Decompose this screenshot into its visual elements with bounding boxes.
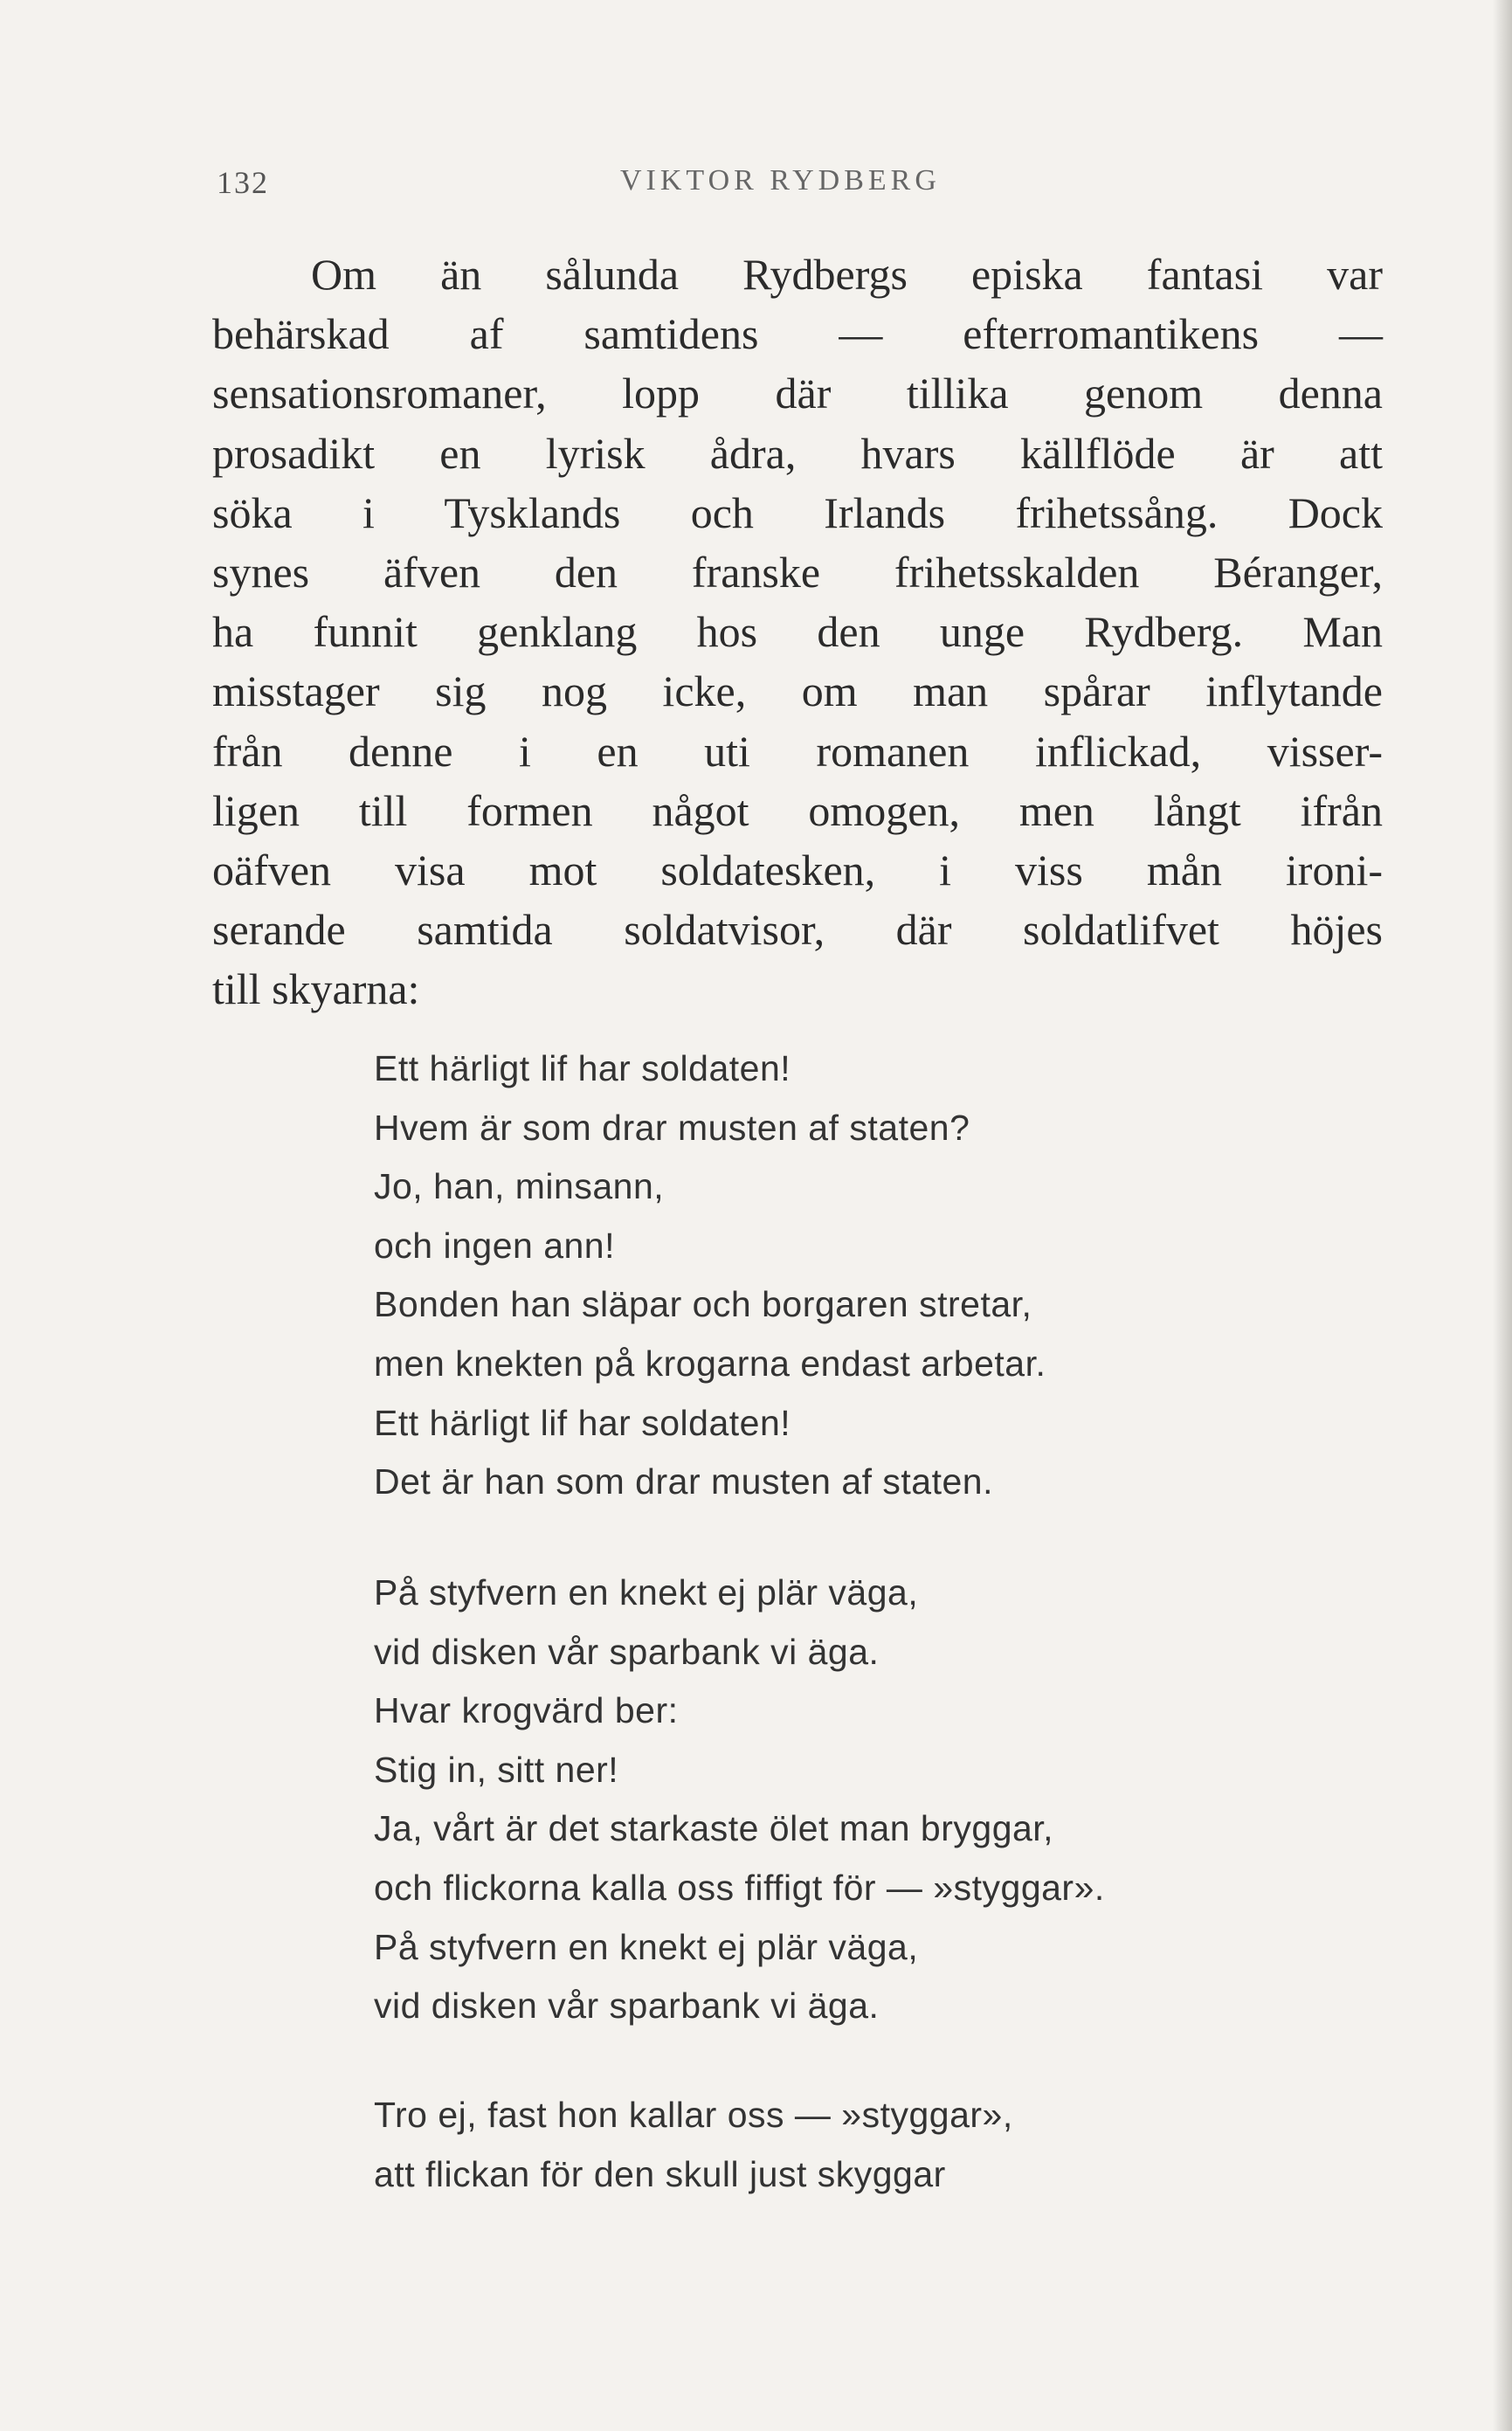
prose-line: Om än sålunda Rydbergs episka fantasi var <box>311 250 1383 299</box>
poem-stanza-3 <box>374 2086 1013 2204</box>
prose-line: från denne i en uti romanen inflickad, visser- <box>212 726 1383 776</box>
verse-line: vid disken vår sparbank vi äga. <box>374 1986 880 2027</box>
prose-line: behärskad af samtidens — efterromantikens — <box>212 309 1383 359</box>
verse-line: Ett härligt lif har soldaten! <box>374 1402 791 1443</box>
verse-line: och flickorna kalla oss fiffigt för — »styggar». <box>374 1867 1105 1908</box>
prose-line: synes äfven den franske frihetsskalden Béranger, <box>212 547 1383 597</box>
verse-line: På styfvern en knekt ej plär väga, <box>374 1572 919 1613</box>
prose-line: serande samtida soldatvisor, där soldatlifvet höjes <box>212 905 1383 955</box>
verse-line: På styfvern en knekt ej plär väga, <box>374 1926 919 1967</box>
running-title: VIKTOR RYDBERG <box>620 164 941 197</box>
prose-line: sensationsromaner, lopp där tillika genom denna <box>212 369 1383 418</box>
page-number: 132 <box>217 165 269 200</box>
verse-line: och ingen ann! <box>374 1225 616 1266</box>
prose-line: söka i Tysklands och Irlands frihetssång. Dock <box>212 487 1383 537</box>
verse-line: Det är han som drar musten af staten. <box>374 1461 993 1502</box>
poem-stanza-1 <box>374 1039 1046 1512</box>
verse-line: men knekten på krogarna endast arbetar. <box>374 1343 1046 1384</box>
page-edge-shadow <box>1493 0 1512 2431</box>
prose-paragraph <box>212 245 1383 1019</box>
prose-line: prosadikt en lyrisk ådra, hvars källflöde är att <box>212 428 1383 478</box>
prose-line: till skyarna: <box>212 964 420 1014</box>
verse-line: Hvem är som drar musten af staten? <box>374 1107 970 1148</box>
verse-line: Ett härligt lif har soldaten! <box>374 1048 791 1088</box>
poem-stanza-2 <box>374 1564 1105 2036</box>
verse-line: Stig in, sitt ner! <box>374 1749 619 1790</box>
prose-line: ligen till formen något omogen, men långt ifrån <box>212 785 1383 835</box>
verse-line: Tro ej, fast hon kallar oss — »styggar», <box>374 2095 1013 2135</box>
running-head <box>217 164 1377 206</box>
prose-line: ha funnit genklang hos den unge Rydberg. Man <box>212 607 1383 657</box>
verse-line: Hvar krogvärd ber: <box>374 1690 679 1731</box>
verse-line: Jo, han, minsann, <box>374 1166 665 1207</box>
verse-line: Bonden han släpar och borgaren stretar, <box>374 1284 1032 1325</box>
verse-line: vid disken vår sparbank vi äga. <box>374 1631 880 1672</box>
verse-line: att flickan för den skull just skyggar <box>374 2153 946 2194</box>
prose-line: misstager sig nog icke, om man spårar inflytande <box>212 666 1383 716</box>
verse-line: Ja, vårt är det starkaste ölet man bryggar, <box>374 1808 1054 1849</box>
prose-line: oäfven visa mot soldatesken, i viss mån ironi- <box>212 845 1383 894</box>
